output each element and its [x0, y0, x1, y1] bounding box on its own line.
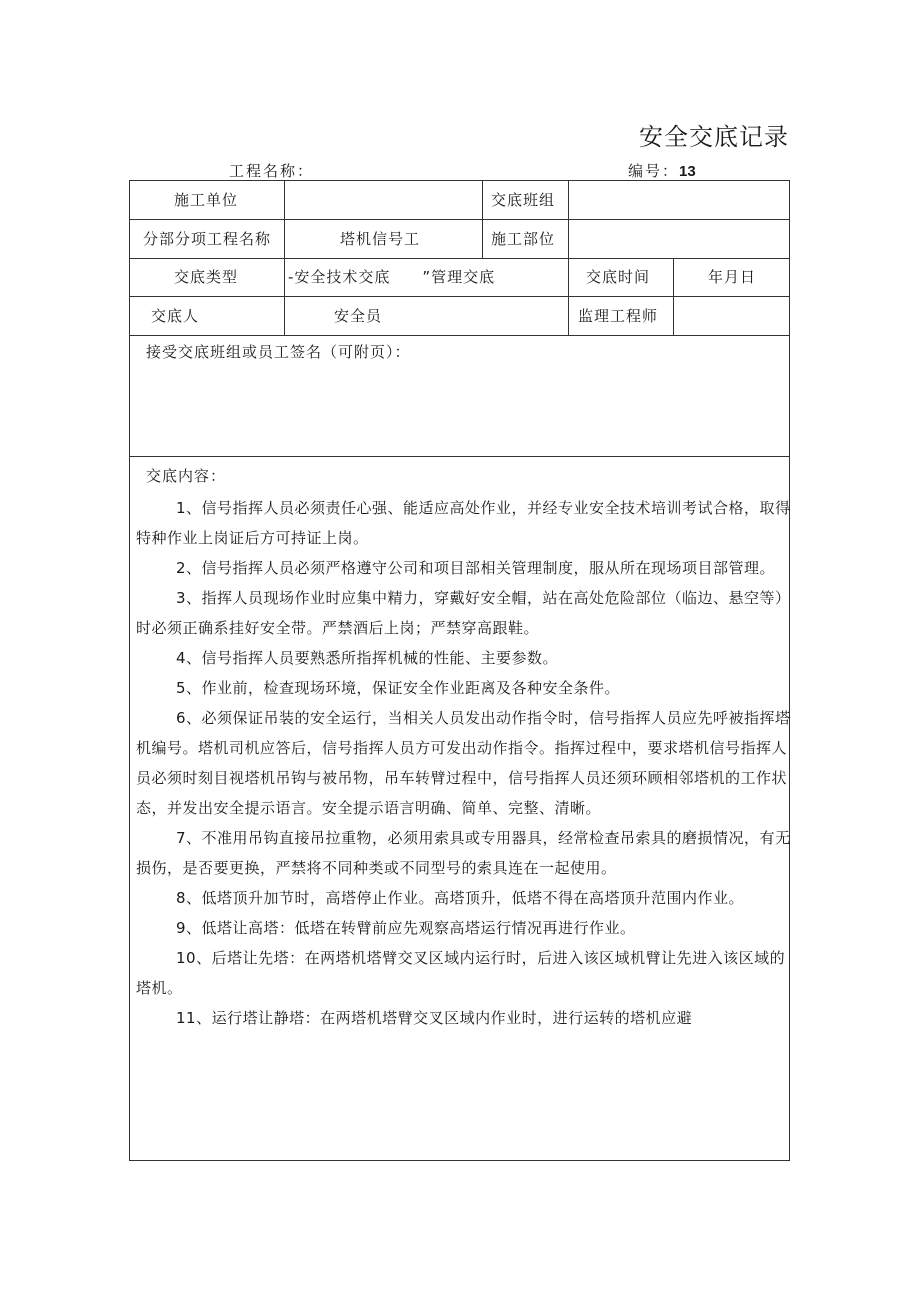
col-divider — [673, 258, 674, 335]
row-divider — [130, 335, 789, 336]
disclosure-type-label: 交底类型 — [174, 268, 239, 286]
col-divider — [568, 181, 569, 258]
content-label: 交底内容： — [146, 467, 227, 485]
col-divider — [284, 296, 285, 335]
discloser-value: 安全员 — [334, 307, 383, 325]
number-label: 编号： — [628, 162, 680, 180]
col-divider — [482, 181, 483, 258]
content-item: 8、低塔顶升加节时，高塔停止作业。高塔顶升，低塔不得在高塔顶升范围内作业。 — [176, 889, 745, 907]
content-item: 11、运行塔让静塔：在两塔机塔臂交叉区域内作业时，进行运转的塔机应避 — [176, 1009, 693, 1027]
content-item: 10、后塔让先塔：在两塔机塔臂交叉区域内运行时，后进入该区域机臂让先进入该区域的塔机。 — [136, 949, 786, 997]
content-item: 3、指挥人员现场作业时应集中精力，穿戴好安全帽，站在高处危险部位（临边、悬空等）时必须正确系挂好安全带。严禁酒后上岗；严禁穿高跟鞋。 — [136, 589, 791, 637]
content-item: 1、信号指挥人员必须责任心强、能适应高处作业，并经专业安全技术培训考试合格，取得特种作业上岗证后方可持证上岗。 — [136, 499, 791, 547]
col-divider — [284, 258, 285, 296]
content-list — [136, 493, 792, 1033]
disclosure-type-value: -安全技术交底 ”管理交底 — [288, 268, 496, 286]
sub-project-label: 分部分项工程名称 — [143, 230, 272, 248]
supervisor-label: 监理工程师 — [578, 307, 659, 325]
discloser-label: 交底人 — [151, 307, 200, 325]
row-divider — [130, 456, 789, 457]
row-divider — [130, 219, 789, 220]
content-item: 7、不准用吊钩直接吊拉重物，必须用索具或专用器具，经常检查吊索具的磨损情况，有无损伤，是否要更换，严禁将不同种类或不同型号的索具连在一起使用。 — [136, 829, 791, 877]
location-label: 施工部位 — [491, 230, 556, 248]
content-item: 5、作业前，检查现场环境，保证安全作业距离及各种安全条件。 — [176, 679, 621, 697]
number-value: 13 — [679, 163, 696, 180]
signature-label: 接受交底班组或员工签名（可附页）： — [146, 343, 411, 361]
construction-unit-label: 施工单位 — [174, 191, 239, 209]
disclosure-form — [129, 180, 790, 1161]
disclosure-time-label: 交底时间 — [586, 268, 651, 286]
row-divider — [130, 296, 789, 297]
project-name-label: 工程名称： — [229, 162, 315, 180]
content-item: 6、必须保证吊装的安全运行，当相关人员发出动作指令时，信号指挥人员应先呼被指挥塔机编号。塔机司机应答后，信号指挥人员方可发出动作指令。指挥过程中，要求塔机信号指挥人员必须时刻目视塔机吊钩与被吊物，吊车转臂过程中，信号指挥人员还须环顾相邻塔机的工作状态，并发出安全提示语言。安全提示语言明确、简单、完整、清晰。 — [136, 709, 791, 817]
content-item: 4、信号指挥人员要熟悉所指挥机械的性能、主要参数。 — [176, 649, 559, 667]
document-title: 安全交底记录 — [639, 123, 789, 151]
col-divider — [284, 181, 285, 258]
content-item: 9、低塔让高塔：低塔在转臂前应先观察高塔运行情况再进行作业。 — [176, 919, 636, 937]
document-number — [628, 160, 696, 181]
team-label: 交底班组 — [491, 191, 556, 209]
sub-project-value: 塔机信号工 — [340, 230, 421, 248]
disclosure-time-value[interactable]: 年月日 — [708, 268, 757, 286]
col-divider — [568, 258, 569, 335]
row-divider — [130, 258, 789, 259]
content-item: 2、信号指挥人员必须严格遵守公司和项目部相关管理制度，服从所在现场项目部管理。 — [176, 559, 776, 577]
